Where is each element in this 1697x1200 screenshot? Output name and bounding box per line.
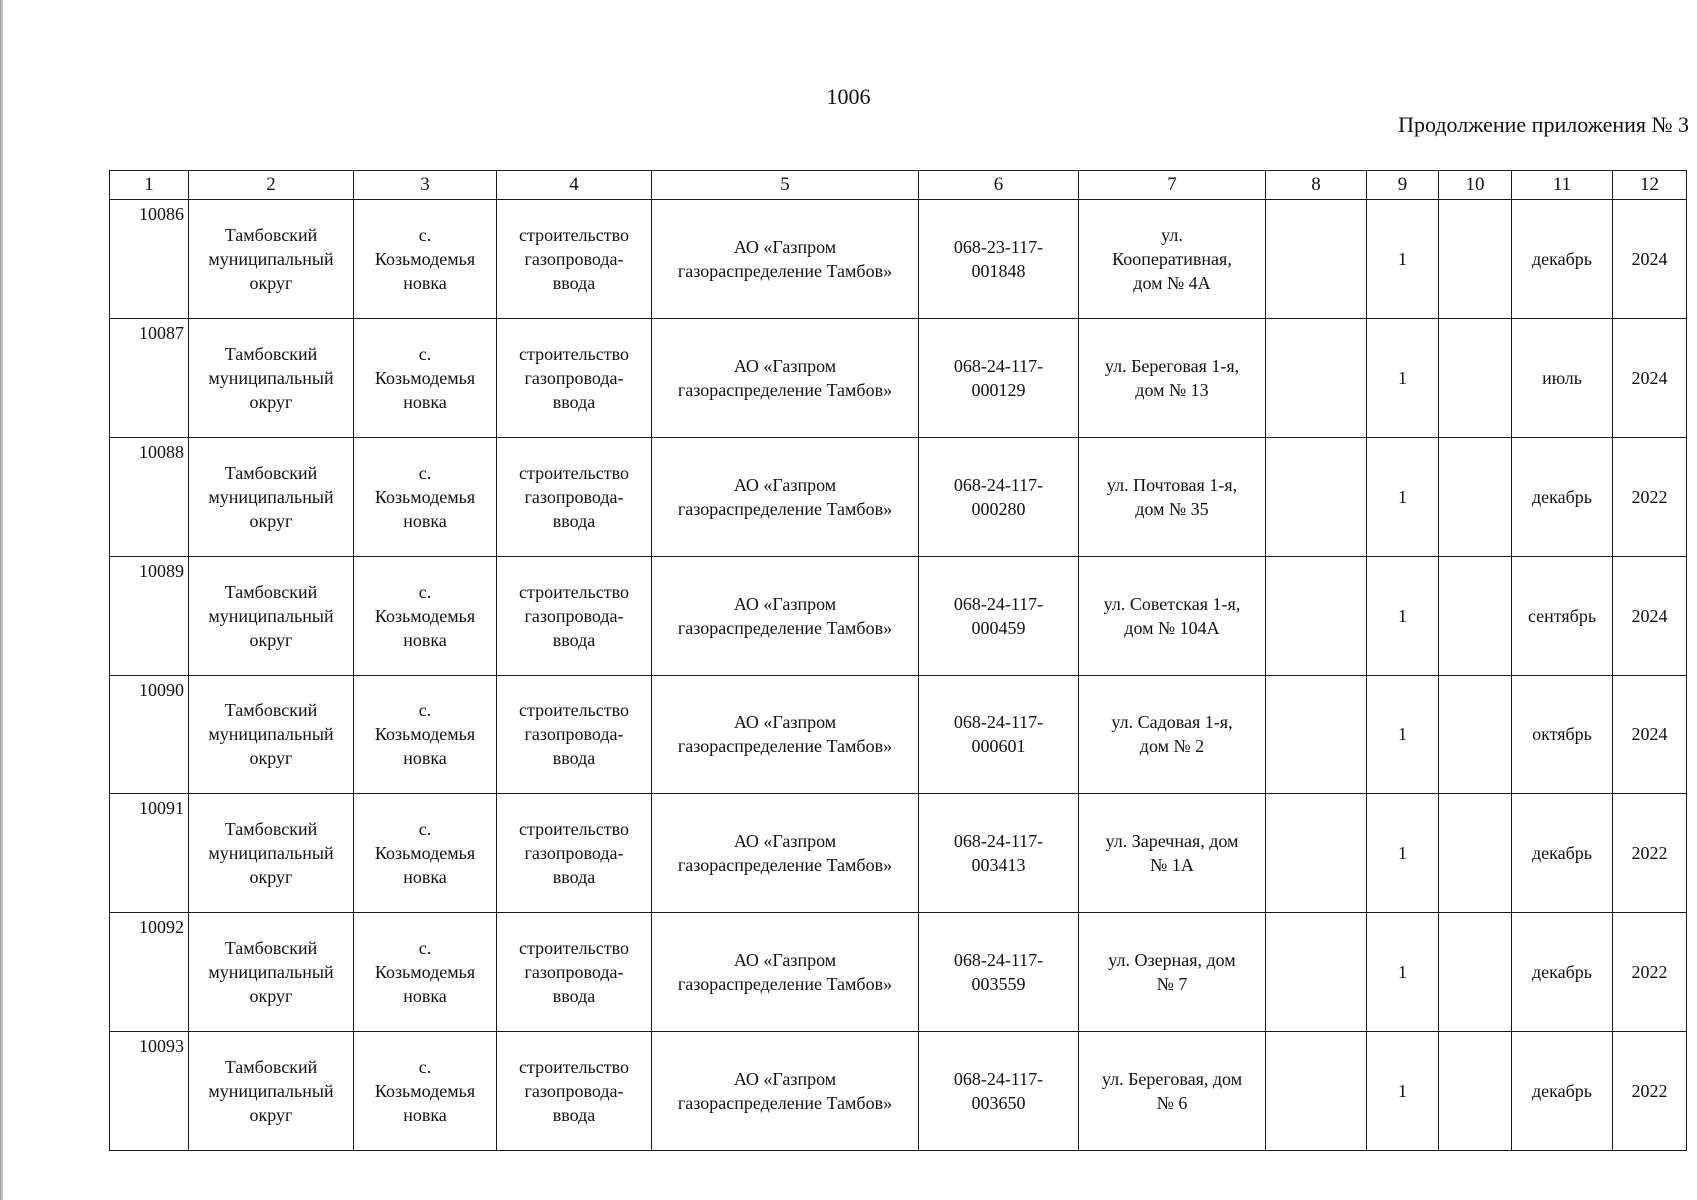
address-cell bbox=[1079, 437, 1266, 556]
address-cell bbox=[1079, 1032, 1266, 1151]
row-number: 10091 bbox=[110, 794, 189, 913]
column-header-12: 12 bbox=[1613, 171, 1687, 200]
column-8-cell bbox=[1266, 794, 1367, 913]
work-type-cell-line: ввода bbox=[552, 272, 596, 293]
object-code-cell-line: 068-24-117- bbox=[953, 950, 1044, 971]
work-type-cell bbox=[497, 913, 652, 1032]
column-header-8: 8 bbox=[1266, 171, 1367, 200]
column-10-cell bbox=[1439, 794, 1512, 913]
district-cell-line: округ bbox=[249, 867, 293, 888]
address-cell-line: № 1А bbox=[1150, 855, 1194, 876]
address-cell-line: Кооперативная, bbox=[1112, 248, 1232, 269]
column-10-cell bbox=[1439, 556, 1512, 675]
address-cell-line: дом № 2 bbox=[1139, 736, 1205, 757]
object-code-cell bbox=[919, 318, 1079, 437]
organization-cell bbox=[652, 1032, 919, 1151]
object-code-cell-line: 000459 bbox=[971, 617, 1026, 638]
object-code-cell bbox=[919, 913, 1079, 1032]
table-row bbox=[110, 556, 1687, 675]
column-header-2: 2 bbox=[189, 171, 354, 200]
address-cell bbox=[1079, 200, 1266, 319]
column-10-cell bbox=[1439, 318, 1512, 437]
row-number: 10090 bbox=[110, 675, 189, 794]
district-cell bbox=[189, 437, 354, 556]
work-type-cell-line: газопровода- bbox=[524, 486, 624, 507]
locality-cell-line: новка bbox=[403, 748, 447, 769]
district-cell bbox=[189, 200, 354, 319]
organization-cell bbox=[652, 556, 919, 675]
organization-cell-line: АО «Газпром bbox=[733, 474, 837, 495]
district-cell-line: Тамбовский bbox=[224, 224, 318, 245]
address-cell-line: ул. Почтовая 1-я, bbox=[1106, 474, 1238, 495]
organization-cell bbox=[652, 437, 919, 556]
organization-cell-line: АО «Газпром bbox=[733, 831, 837, 852]
district-cell-line: округ bbox=[249, 510, 293, 531]
locality-cell-line: новка bbox=[403, 510, 447, 531]
organization-cell-line: газораспределение Тамбов» bbox=[677, 617, 893, 638]
object-code-cell bbox=[919, 200, 1079, 319]
month-cell: июль bbox=[1512, 318, 1613, 437]
locality-cell-line: Козьмодемья bbox=[374, 1081, 476, 1102]
organization-cell-line: АО «Газпром bbox=[733, 236, 837, 257]
column-header-11: 11 bbox=[1512, 171, 1613, 200]
quantity-cell: 1 bbox=[1367, 200, 1439, 319]
locality-cell-line: новка bbox=[403, 391, 447, 412]
table-row bbox=[110, 675, 1687, 794]
column-header-7: 7 bbox=[1079, 171, 1266, 200]
locality-cell bbox=[354, 437, 497, 556]
work-type-cell-line: газопровода- bbox=[524, 1081, 624, 1102]
address-cell-line: № 6 bbox=[1156, 1093, 1188, 1114]
organization-cell-line: АО «Газпром bbox=[733, 1069, 837, 1090]
object-code-cell-line: 000129 bbox=[971, 379, 1026, 400]
month-cell: сентябрь bbox=[1512, 556, 1613, 675]
locality-cell-line: с. bbox=[418, 343, 432, 364]
district-cell-line: округ bbox=[249, 629, 293, 650]
locality-cell bbox=[354, 913, 497, 1032]
district-cell-line: муниципальный bbox=[208, 486, 334, 507]
district-cell-line: муниципальный bbox=[208, 843, 334, 864]
address-cell bbox=[1079, 675, 1266, 794]
work-type-cell-line: ввода bbox=[552, 629, 596, 650]
organization-cell-line: газораспределение Тамбов» bbox=[677, 855, 893, 876]
object-code-cell-line: 068-24-117- bbox=[953, 474, 1044, 495]
object-code-cell-line: 003650 bbox=[971, 1093, 1026, 1114]
month-cell: декабрь bbox=[1512, 437, 1613, 556]
column-8-cell bbox=[1266, 913, 1367, 1032]
register-table bbox=[109, 170, 1687, 1151]
table-row bbox=[110, 794, 1687, 913]
object-code-cell-line: 068-24-117- bbox=[953, 1069, 1044, 1090]
locality-cell-line: с. bbox=[418, 938, 432, 959]
organization-cell-line: АО «Газпром bbox=[733, 593, 837, 614]
table-row bbox=[110, 913, 1687, 1032]
month-cell: декабрь bbox=[1512, 794, 1613, 913]
address-cell bbox=[1079, 318, 1266, 437]
work-type-cell bbox=[497, 318, 652, 437]
page-number: 1006 bbox=[826, 84, 871, 109]
locality-cell bbox=[354, 675, 497, 794]
locality-cell-line: с. bbox=[418, 224, 432, 245]
quantity-cell: 1 bbox=[1367, 794, 1439, 913]
address-cell-line: ул. Садовая 1-я, bbox=[1111, 712, 1233, 733]
work-type-cell-line: газопровода- bbox=[524, 962, 624, 983]
column-8-cell bbox=[1266, 200, 1367, 319]
row-number: 10089 bbox=[110, 556, 189, 675]
organization-cell bbox=[652, 318, 919, 437]
table-row bbox=[110, 200, 1687, 319]
object-code-cell bbox=[919, 556, 1079, 675]
work-type-cell-line: газопровода- bbox=[524, 367, 624, 388]
year-cell: 2022 bbox=[1613, 1032, 1687, 1151]
organization-cell-line: АО «Газпром bbox=[733, 712, 837, 733]
district-cell bbox=[189, 675, 354, 794]
address-cell bbox=[1079, 913, 1266, 1032]
address-cell-line: ул. bbox=[1161, 224, 1183, 245]
year-cell: 2022 bbox=[1613, 913, 1687, 1032]
work-type-cell-line: строительство bbox=[519, 1057, 629, 1078]
object-code-cell bbox=[919, 437, 1079, 556]
district-cell-line: Тамбовский bbox=[224, 700, 318, 721]
district-cell-line: муниципальный bbox=[208, 248, 334, 269]
organization-cell-line: газораспределение Тамбов» bbox=[677, 736, 893, 757]
work-type-cell bbox=[497, 556, 652, 675]
row-number: 10093 bbox=[110, 1032, 189, 1151]
column-header-10: 10 bbox=[1439, 171, 1512, 200]
work-type-cell-line: ввода bbox=[552, 391, 596, 412]
work-type-cell-line: газопровода- bbox=[524, 248, 624, 269]
object-code-cell-line: 068-24-117- bbox=[953, 355, 1044, 376]
district-cell-line: муниципальный bbox=[208, 367, 334, 388]
column-header-4: 4 bbox=[497, 171, 652, 200]
quantity-cell: 1 bbox=[1367, 318, 1439, 437]
year-cell: 2024 bbox=[1613, 675, 1687, 794]
quantity-cell: 1 bbox=[1367, 1032, 1439, 1151]
locality-cell-line: с. bbox=[418, 581, 432, 602]
district-cell-line: округ bbox=[249, 1105, 293, 1126]
locality-cell-line: с. bbox=[418, 700, 432, 721]
address-cell-line: дом № 104А bbox=[1124, 617, 1220, 638]
column-header-3: 3 bbox=[354, 171, 497, 200]
column-10-cell bbox=[1439, 1032, 1512, 1151]
quantity-cell: 1 bbox=[1367, 437, 1439, 556]
work-type-cell-line: строительство bbox=[519, 819, 629, 840]
locality-cell bbox=[354, 794, 497, 913]
district-cell-line: Тамбовский bbox=[224, 938, 318, 959]
year-cell: 2024 bbox=[1613, 556, 1687, 675]
table-row bbox=[110, 318, 1687, 437]
locality-cell bbox=[354, 1032, 497, 1151]
district-cell-line: Тамбовский bbox=[224, 819, 318, 840]
month-cell: декабрь bbox=[1512, 913, 1613, 1032]
quantity-cell: 1 bbox=[1367, 913, 1439, 1032]
work-type-cell-line: строительство bbox=[519, 938, 629, 959]
row-number: 10087 bbox=[110, 318, 189, 437]
district-cell-line: муниципальный bbox=[208, 1081, 334, 1102]
appendix-note: Продолжение приложения № 3 bbox=[1398, 112, 1689, 137]
table-body bbox=[110, 200, 1687, 1151]
work-type-cell-line: газопровода- bbox=[524, 605, 624, 626]
work-type-cell bbox=[497, 675, 652, 794]
year-cell: 2022 bbox=[1613, 437, 1687, 556]
locality-cell-line: с. bbox=[418, 1057, 432, 1078]
work-type-cell-line: ввода bbox=[552, 986, 596, 1007]
object-code-cell-line: 068-23-117- bbox=[953, 236, 1044, 257]
district-cell-line: округ bbox=[249, 391, 293, 412]
work-type-cell-line: газопровода- bbox=[524, 843, 624, 864]
object-code-cell-line: 000601 bbox=[971, 736, 1026, 757]
locality-cell-line: Козьмодемья bbox=[374, 724, 476, 745]
work-type-cell-line: газопровода- bbox=[524, 724, 624, 745]
district-cell-line: муниципальный bbox=[208, 962, 334, 983]
scan-edge bbox=[0, 0, 3, 1200]
district-cell-line: Тамбовский bbox=[224, 343, 318, 364]
organization-cell-line: газораспределение Тамбов» bbox=[677, 498, 893, 519]
work-type-cell-line: строительство bbox=[519, 224, 629, 245]
header-row bbox=[110, 171, 1687, 200]
locality-cell-line: Козьмодемья bbox=[374, 367, 476, 388]
object-code-cell-line: 000280 bbox=[971, 498, 1026, 519]
organization-cell-line: АО «Газпром bbox=[733, 950, 837, 971]
column-header-9: 9 bbox=[1367, 171, 1439, 200]
object-code-cell-line: 068-24-117- bbox=[953, 593, 1044, 614]
address-cell-line: ул. Озерная, дом bbox=[1108, 950, 1236, 971]
work-type-cell bbox=[497, 437, 652, 556]
object-code-cell bbox=[919, 794, 1079, 913]
work-type-cell-line: ввода bbox=[552, 748, 596, 769]
locality-cell-line: новка bbox=[403, 986, 447, 1007]
table-row bbox=[110, 437, 1687, 556]
district-cell bbox=[189, 1032, 354, 1151]
address-cell-line: ул. Заречная, дом bbox=[1105, 831, 1239, 852]
organization-cell-line: АО «Газпром bbox=[733, 355, 837, 376]
column-10-cell bbox=[1439, 913, 1512, 1032]
district-cell-line: муниципальный bbox=[208, 605, 334, 626]
locality-cell-line: с. bbox=[418, 819, 432, 840]
column-8-cell bbox=[1266, 437, 1367, 556]
district-cell-line: округ bbox=[249, 986, 293, 1007]
locality-cell-line: новка bbox=[403, 1105, 447, 1126]
year-cell: 2022 bbox=[1613, 794, 1687, 913]
locality-cell-line: Козьмодемья bbox=[374, 248, 476, 269]
locality-cell bbox=[354, 556, 497, 675]
organization-cell-line: газораспределение Тамбов» bbox=[677, 974, 893, 995]
locality-cell bbox=[354, 318, 497, 437]
column-10-cell bbox=[1439, 200, 1512, 319]
district-cell-line: Тамбовский bbox=[224, 581, 318, 602]
year-cell: 2024 bbox=[1613, 318, 1687, 437]
column-header-5: 5 bbox=[652, 171, 919, 200]
address-cell-line: ул. Береговая, дом bbox=[1101, 1069, 1243, 1090]
column-header-1: 1 bbox=[110, 171, 189, 200]
work-type-cell-line: строительство bbox=[519, 343, 629, 364]
column-10-cell bbox=[1439, 675, 1512, 794]
month-cell: декабрь bbox=[1512, 1032, 1613, 1151]
table-header bbox=[110, 171, 1687, 200]
organization-cell bbox=[652, 200, 919, 319]
district-cell bbox=[189, 794, 354, 913]
row-number: 10086 bbox=[110, 200, 189, 319]
month-cell: октябрь bbox=[1512, 675, 1613, 794]
organization-cell bbox=[652, 675, 919, 794]
year-cell: 2024 bbox=[1613, 200, 1687, 319]
organization-cell-line: газораспределение Тамбов» bbox=[677, 260, 893, 281]
district-cell-line: округ bbox=[249, 272, 293, 293]
address-cell-line: дом № 4А bbox=[1133, 272, 1211, 293]
object-code-cell bbox=[919, 675, 1079, 794]
locality-cell-line: Козьмодемья bbox=[374, 962, 476, 983]
locality-cell-line: Козьмодемья bbox=[374, 605, 476, 626]
object-code-cell-line: 068-24-117- bbox=[953, 831, 1044, 852]
work-type-cell-line: строительство bbox=[519, 581, 629, 602]
table-row bbox=[110, 1032, 1687, 1151]
address-cell-line: ул. Береговая 1-я, bbox=[1104, 355, 1240, 376]
district-cell-line: муниципальный bbox=[208, 724, 334, 745]
work-type-cell bbox=[497, 1032, 652, 1151]
object-code-cell bbox=[919, 1032, 1079, 1151]
address-cell-line: дом № 13 bbox=[1135, 379, 1209, 400]
locality-cell-line: новка bbox=[403, 272, 447, 293]
work-type-cell-line: ввода bbox=[552, 510, 596, 531]
address-cell bbox=[1079, 794, 1266, 913]
work-type-cell-line: ввода bbox=[552, 867, 596, 888]
locality-cell-line: Козьмодемья bbox=[374, 843, 476, 864]
object-code-cell-line: 003559 bbox=[971, 974, 1026, 995]
organization-cell bbox=[652, 913, 919, 1032]
column-8-cell bbox=[1266, 1032, 1367, 1151]
work-type-cell bbox=[497, 794, 652, 913]
district-cell bbox=[189, 318, 354, 437]
column-8-cell bbox=[1266, 556, 1367, 675]
address-cell-line: дом № 35 bbox=[1135, 498, 1209, 519]
column-10-cell bbox=[1439, 437, 1512, 556]
organization-cell bbox=[652, 794, 919, 913]
work-type-cell-line: строительство bbox=[519, 700, 629, 721]
address-cell-line: ул. Советская 1-я, bbox=[1103, 593, 1241, 614]
column-8-cell bbox=[1266, 318, 1367, 437]
locality-cell-line: новка bbox=[403, 629, 447, 650]
object-code-cell-line: 003413 bbox=[971, 855, 1026, 876]
address-cell bbox=[1079, 556, 1266, 675]
address-cell-line: № 7 bbox=[1156, 974, 1188, 995]
object-code-cell-line: 001848 bbox=[971, 260, 1026, 281]
locality-cell bbox=[354, 200, 497, 319]
work-type-cell-line: строительство bbox=[519, 462, 629, 483]
quantity-cell: 1 bbox=[1367, 556, 1439, 675]
organization-cell-line: газораспределение Тамбов» bbox=[677, 379, 893, 400]
locality-cell-line: с. bbox=[418, 462, 432, 483]
work-type-cell-line: ввода bbox=[552, 1105, 596, 1126]
district-cell-line: Тамбовский bbox=[224, 462, 318, 483]
row-number: 10088 bbox=[110, 437, 189, 556]
quantity-cell: 1 bbox=[1367, 675, 1439, 794]
column-8-cell bbox=[1266, 675, 1367, 794]
locality-cell-line: новка bbox=[403, 867, 447, 888]
district-cell-line: Тамбовский bbox=[224, 1057, 318, 1078]
work-type-cell bbox=[497, 200, 652, 319]
district-cell-line: округ bbox=[249, 748, 293, 769]
month-cell: декабрь bbox=[1512, 200, 1613, 319]
organization-cell-line: газораспределение Тамбов» bbox=[677, 1093, 893, 1114]
row-number: 10092 bbox=[110, 913, 189, 1032]
column-header-6: 6 bbox=[919, 171, 1079, 200]
district-cell bbox=[189, 913, 354, 1032]
district-cell bbox=[189, 556, 354, 675]
object-code-cell-line: 068-24-117- bbox=[953, 712, 1044, 733]
locality-cell-line: Козьмодемья bbox=[374, 486, 476, 507]
